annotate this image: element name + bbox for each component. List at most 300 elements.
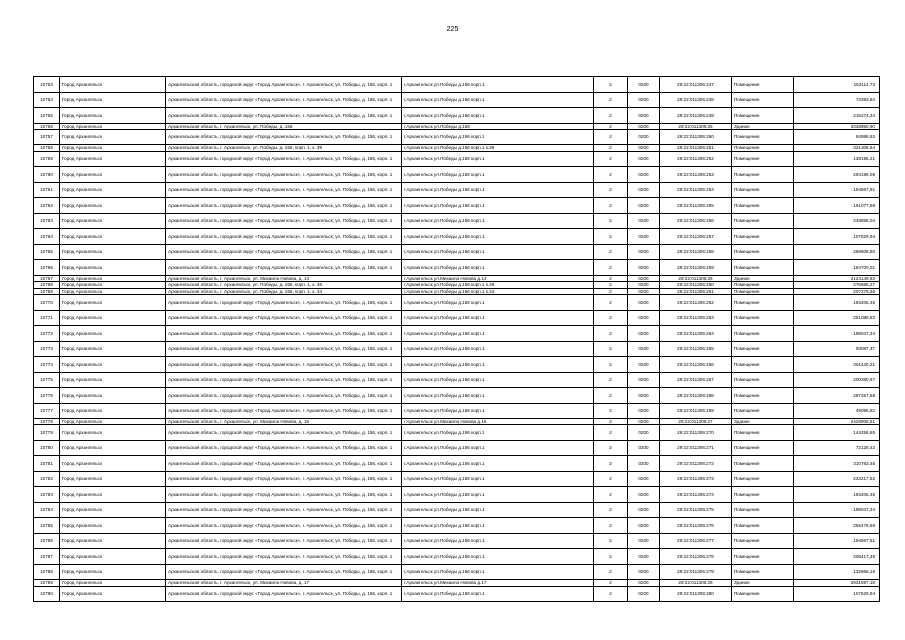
cadastral-value-cell: 93087,47 — [794, 341, 880, 357]
object-type-cell: Здание — [732, 275, 794, 281]
cadastral-number-cell: 29:22:011306:271 — [660, 440, 732, 456]
object-type-cell: Помещение — [732, 564, 794, 580]
category-cell: 2 — [594, 341, 628, 357]
cadastral-number-cell: 29:22:011306:27 — [660, 419, 732, 425]
city-cell: Город Архангельск — [60, 419, 166, 425]
object-type-cell: Помещение — [732, 471, 794, 487]
city-cell: Город Архангельск — [60, 92, 166, 108]
object-type-cell: Помещение — [732, 182, 794, 198]
row-number: 10790 — [34, 586, 60, 602]
address-cell: Архангельская область, городской округ «Город Архангельск», г. Архангельск, ул. Победы, д. 156, корп. 1 — [166, 456, 402, 472]
city-cell: Город Архангельск — [60, 456, 166, 472]
city-cell: Город Архангельск — [60, 288, 166, 294]
code-cell: 0200 — [628, 145, 660, 151]
cadastral-number-cell: 29:22:011306:278 — [660, 549, 732, 565]
short-address-cell: г.Архангельск ул.Победы д.156 корп.1 — [402, 260, 594, 276]
short-address-cell: г.Архангельск ул.Победы д.156 корп.1 — [402, 502, 594, 518]
table-row — [34, 403, 880, 419]
object-type-cell: Помещение — [732, 282, 794, 288]
address-cell: Архангельская область, городской округ «Город Архангельск», г. Архангельск, ул. Победы, д. 156, корп. 1 — [166, 586, 402, 602]
category-cell: 2 — [594, 403, 628, 419]
cadastral-number-cell: 29:22:011306:267 — [660, 372, 732, 388]
category-cell: 2 — [594, 295, 628, 311]
city-cell: Город Архангельск — [60, 151, 166, 167]
row-number: 10756 — [34, 123, 60, 129]
object-type-cell: Помещение — [732, 533, 794, 549]
cadastral-number-cell: 29:22:011306:279 — [660, 564, 732, 580]
registry-table — [33, 76, 880, 602]
address-cell: Архангельская область, городской округ «Город Архангельск», г. Архангельск, ул. Победы, д. 156, корп. 1 — [166, 129, 402, 145]
row-number: 10780 — [34, 440, 60, 456]
row-number: 10786 — [34, 533, 60, 549]
short-address-cell: г.Архангельск ул.Победы д.156 корп.1 — [402, 533, 594, 549]
cadastral-number-cell: 29:22:011306:248 — [660, 92, 732, 108]
row-number: 10754 — [34, 92, 60, 108]
code-cell: 0200 — [628, 440, 660, 456]
category-cell: 2 — [594, 182, 628, 198]
short-address-cell: г.Архангельск ул.Михаила Новова д.17 — [402, 580, 594, 586]
code-cell: 0200 — [628, 456, 660, 472]
address-cell: Архангельская область, г. Архангельск, ул. Победы, д. 156, корп. 1, к. 36 — [166, 282, 402, 288]
city-cell: Город Архангельск — [60, 518, 166, 534]
cadastral-value-cell: 73393,84 — [794, 92, 880, 108]
code-cell: 0200 — [628, 326, 660, 342]
cadastral-number-cell: 29:22:011306:25 — [660, 123, 732, 129]
row-number: 10784 — [34, 502, 60, 518]
address-cell: Архангельская область, городской округ «Город Архангельск», г. Архангельск, ул. Победы, д. 156, корп. 1 — [166, 440, 402, 456]
object-type-cell: Помещение — [732, 92, 794, 108]
cadastral-value-cell: 2426905,51 — [794, 419, 880, 425]
city-cell: Город Архангельск — [60, 341, 166, 357]
cadastral-value-cell: 301440,21 — [794, 357, 880, 373]
table-row — [34, 92, 880, 108]
code-cell: 0200 — [628, 275, 660, 281]
short-address-cell: г.Архангельск ул.Победы д.156 корп.1 — [402, 213, 594, 229]
cadastral-value-cell: 194567,91 — [794, 182, 880, 198]
object-type-cell: Помещение — [732, 77, 794, 93]
short-address-cell: г.Архангельск ул.Победы д.156 корп.1 — [402, 456, 594, 472]
category-cell: 2 — [594, 471, 628, 487]
short-address-cell: г.Архангельск ул.Победы д.156 корп.1 к.39 — [402, 145, 594, 151]
city-cell: Город Архангельск — [60, 502, 166, 518]
row-number: 10779 — [34, 425, 60, 441]
row-number: 10777 — [34, 403, 60, 419]
short-address-cell: г.Архангельск ул.Победы д.156 — [402, 123, 594, 129]
category-cell: 2 — [594, 425, 628, 441]
object-type-cell: Помещение — [732, 388, 794, 404]
cadastral-value-cell: 207276,36 — [794, 288, 880, 294]
table-row — [34, 213, 880, 229]
short-address-cell: г.Архангельск ул.Победы д.156 корп.1 — [402, 403, 594, 419]
code-cell: 0200 — [628, 341, 660, 357]
address-cell: Архангельская область, городской округ «Город Архангельск», г. Архангельск, ул. Победы, д. 156, корп. 1 — [166, 77, 402, 93]
cadastral-value-cell: 94995,63 — [794, 129, 880, 145]
city-cell: Город Архангельск — [60, 425, 166, 441]
cadastral-value-cell: 2931597,18 — [794, 580, 880, 586]
city-cell: Город Архангельск — [60, 77, 166, 93]
object-type-cell: Помещение — [732, 310, 794, 326]
category-cell: 2 — [594, 533, 628, 549]
short-address-cell: г.Архангельск ул.Победы д.156 корп.1 к.36 — [402, 282, 594, 288]
row-number: 10764 — [34, 229, 60, 245]
address-cell: Архангельская область, городской округ «Город Архангельск», г. Архангельск, ул. Победы, д. 156, корп. 1 — [166, 549, 402, 565]
cadastral-value-cell: 248858,04 — [794, 213, 880, 229]
cadastral-value-cell: 276685,27 — [794, 282, 880, 288]
city-cell: Город Архангельск — [60, 549, 166, 565]
cadastral-value-cell: 194567,51 — [794, 533, 880, 549]
address-cell: Архангельская область, городской округ «Город Архангельск», г. Архангельск, ул. Победы, д. 156, корп. 1 — [166, 533, 402, 549]
row-number: 10781 — [34, 456, 60, 472]
short-address-cell: г.Архангельск ул.Победы д.156 корп.1 — [402, 151, 594, 167]
object-type-cell: Помещение — [732, 341, 794, 357]
city-cell: Город Архангельск — [60, 260, 166, 276]
category-cell: 2 — [594, 275, 628, 281]
table-row — [34, 182, 880, 198]
object-type-cell: Помещение — [732, 502, 794, 518]
row-number: 10778 — [34, 419, 60, 425]
table-row — [34, 456, 880, 472]
cadastral-number-cell: 29:22:011306:257 — [660, 229, 732, 245]
category-cell: 2 — [594, 151, 628, 167]
object-type-cell: Помещение — [732, 108, 794, 124]
code-cell: 0200 — [628, 425, 660, 441]
category-cell: 2 — [594, 502, 628, 518]
row-number: 10759 — [34, 151, 60, 167]
code-cell: 0200 — [628, 388, 660, 404]
table-row — [34, 244, 880, 260]
cadastral-value-cell: 215274,34 — [794, 108, 880, 124]
cadastral-number-cell: 29:22:011306:251 — [660, 145, 732, 151]
cadastral-number-cell: 29:22:011306:252 — [660, 151, 732, 167]
cadastral-value-cell: 294198,08 — [794, 167, 880, 183]
cadastral-value-cell: 144256,85 — [794, 425, 880, 441]
short-address-cell: г.Архангельск ул.Победы д.156 корп.1 — [402, 244, 594, 260]
cadastral-value-cell: 3338850,90 — [794, 123, 880, 129]
city-cell: Город Архангельск — [60, 167, 166, 183]
cadastral-number-cell: 29:22:011306:256 — [660, 213, 732, 229]
code-cell: 0200 — [628, 167, 660, 183]
short-address-cell: г.Архангельск ул.Победы д.156 корп.1 — [402, 549, 594, 565]
code-cell: 0200 — [628, 282, 660, 288]
category-cell: 2 — [594, 123, 628, 129]
cadastral-value-cell: 72128,43 — [794, 440, 880, 456]
cadastral-number-cell: 29:22:011306:26 — [660, 275, 732, 281]
short-address-cell: г.Архангельск ул.Победы д.156 корп.1 — [402, 229, 594, 245]
city-cell: Город Архангельск — [60, 564, 166, 580]
table-row — [34, 425, 880, 441]
category-cell: 2 — [594, 108, 628, 124]
category-cell: 2 — [594, 198, 628, 214]
short-address-cell: г.Архангельск ул.Победы д.156 корп.1 — [402, 182, 594, 198]
city-cell: Город Архангельск — [60, 533, 166, 549]
cadastral-value-cell: 200380,67 — [794, 372, 880, 388]
row-number: 10761 — [34, 182, 60, 198]
cadastral-number-cell: 29:22:011306:276 — [660, 518, 732, 534]
code-cell: 0200 — [628, 403, 660, 419]
row-number: 10789 — [34, 580, 60, 586]
code-cell: 0200 — [628, 182, 660, 198]
address-cell: Архангельская область, городской округ «Город Архангельск», г. Архангельск, ул. Победы, д. 156, корп. 1 — [166, 564, 402, 580]
code-cell: 0200 — [628, 372, 660, 388]
short-address-cell: г.Архангельск ул.Победы д.156 корп.1 — [402, 425, 594, 441]
cadastral-number-cell: 29:22:011306:258 — [660, 244, 732, 260]
category-cell: 2 — [594, 487, 628, 503]
cadastral-number-cell: 29:22:011306:268 — [660, 388, 732, 404]
cadastral-number-cell: 29:22:011306:264 — [660, 326, 732, 342]
address-cell: Архангельская область, городской округ «Город Архангельск», г. Архангельск, ул. Победы, д. 156, корп. 1 — [166, 487, 402, 503]
code-cell: 0200 — [628, 77, 660, 93]
cadastral-number-cell: 29:22:011306:250 — [660, 129, 732, 145]
address-cell: Архангельская область, городской округ «Город Архангельск», г. Архангельск, ул. Победы, д. 156, корп. 1 — [166, 108, 402, 124]
code-cell: 0200 — [628, 244, 660, 260]
row-number: 10771 — [34, 310, 60, 326]
row-number: 10782 — [34, 471, 60, 487]
cadastral-value-cell: 2124149,83 — [794, 275, 880, 281]
object-type-cell: Помещение — [732, 288, 794, 294]
short-address-cell: г.Архангельск ул.Михаила Новова д.14 — [402, 275, 594, 281]
cadastral-value-cell: 297257,58 — [794, 388, 880, 404]
city-cell: Город Архангельск — [60, 586, 166, 602]
cadastral-number-cell: 29:22:011306:260 — [660, 282, 732, 288]
code-cell: 0200 — [628, 580, 660, 586]
page-number: 225 — [446, 26, 459, 33]
row-number: 10753 — [34, 77, 60, 93]
city-cell: Город Архангельск — [60, 229, 166, 245]
city-cell: Город Архангельск — [60, 326, 166, 342]
code-cell: 0200 — [628, 533, 660, 549]
table-row — [34, 260, 880, 276]
category-cell: 2 — [594, 282, 628, 288]
row-number: 10772 — [34, 326, 60, 342]
object-type-cell: Помещение — [732, 213, 794, 229]
table-row — [34, 310, 880, 326]
short-address-cell: г.Архангельск ул.Победы д.156 корп.1 — [402, 487, 594, 503]
cadastral-number-cell: 29:22:011306:273 — [660, 471, 732, 487]
address-cell: Архангельская область, г. Архангельск, ул. Победы, д. 156, корп. 1, к. 39 — [166, 145, 402, 151]
address-cell: Архангельская область, г. Архангельск, ул. Победы, д. 156, корп. 1, к. 34 — [166, 288, 402, 294]
table-row — [34, 549, 880, 565]
code-cell: 0200 — [628, 471, 660, 487]
code-cell: 0200 — [628, 310, 660, 326]
table-row — [34, 326, 880, 342]
short-address-cell: г.Архангельск ул.Победы д.156 корп.1 — [402, 586, 594, 602]
short-address-cell: г.Архангельск ул.Победы д.156 корп.1 — [402, 326, 594, 342]
cadastral-value-cell: 269606,50 — [794, 244, 880, 260]
category-cell: 2 — [594, 440, 628, 456]
address-cell: Архангельская область, г. Архангельск, ул. Михаила Новова, д. 17 — [166, 580, 402, 586]
table-row — [34, 487, 880, 503]
object-type-cell: Помещение — [732, 167, 794, 183]
short-address-cell: г.Архангельск ул.Победы д.156 корп.1 — [402, 357, 594, 373]
address-cell: Архангельская область, городской округ «Город Архангельск», г. Архангельск, ул. Победы, д. 156, корп. 1 — [166, 244, 402, 260]
cadastral-value-cell: 138195,21 — [794, 151, 880, 167]
cadastral-value-cell: 223217,52 — [794, 471, 880, 487]
cadastral-number-cell: 29:22:011306:247 — [660, 77, 732, 93]
address-cell: Архангельская область, городской округ «Город Архангельск», г. Архангельск, ул. Победы, д. 156, корп. 1 — [166, 388, 402, 404]
cadastral-number-cell: 29:22:011306:254 — [660, 182, 732, 198]
code-cell: 0200 — [628, 151, 660, 167]
code-cell: 0200 — [628, 92, 660, 108]
cadastral-number-cell: 29:22:011306:266 — [660, 357, 732, 373]
table-row — [34, 502, 880, 518]
cadastral-number-cell: 29:22:011306:262 — [660, 295, 732, 311]
table-row — [34, 586, 880, 602]
cadastral-value-cell: 255478,69 — [794, 518, 880, 534]
table-row — [34, 229, 880, 245]
city-cell: Город Архангельск — [60, 282, 166, 288]
cadastral-value-cell: 208417,48 — [794, 549, 880, 565]
address-cell: Архангельская область, городской округ «Город Архангельск», г. Архангельск, ул. Победы, д. 156, корп. 1 — [166, 341, 402, 357]
cadastral-number-cell: 29:22:011306:28 — [660, 580, 732, 586]
cadastral-number-cell: 29:22:011306:249 — [660, 108, 732, 124]
table-row — [34, 108, 880, 124]
object-type-cell: Помещение — [732, 151, 794, 167]
row-number: 10757 — [34, 129, 60, 145]
category-cell: 2 — [594, 77, 628, 93]
city-cell: Город Архангельск — [60, 403, 166, 419]
row-number: 10785 — [34, 518, 60, 534]
city-cell: Город Архангельск — [60, 198, 166, 214]
table-row — [34, 533, 880, 549]
object-type-cell: Помещение — [732, 425, 794, 441]
address-cell: Архангельская область, городской округ «Город Архангельск», г. Архангельск, ул. Победы, д. 156, корп. 1 — [166, 502, 402, 518]
category-cell: 2 — [594, 288, 628, 294]
table-row — [34, 167, 880, 183]
category-cell: 2 — [594, 586, 628, 602]
cadastral-number-cell: 29:22:011306:274 — [660, 487, 732, 503]
category-cell: 2 — [594, 213, 628, 229]
row-number: 10768 — [34, 282, 60, 288]
cadastral-number-cell: 29:22:011306:280 — [660, 586, 732, 602]
city-cell: Город Архангельск — [60, 295, 166, 311]
table-row — [34, 372, 880, 388]
object-type-cell: Помещение — [732, 295, 794, 311]
table-row — [34, 77, 880, 93]
cadastral-value-cell: 193405,46 — [794, 487, 880, 503]
row-number: 10773 — [34, 341, 60, 357]
table-row — [34, 518, 880, 534]
cadastral-value-cell: 251089,52 — [794, 310, 880, 326]
address-cell: Архангельская область, городской округ «Город Архангельск», г. Архангельск, ул. Победы, д. 156, корп. 1 — [166, 260, 402, 276]
short-address-cell: г.Архангельск ул.Победы д.156 корп.1 — [402, 518, 594, 534]
short-address-cell: г.Архангельск ул.Победы д.156 корп.1 — [402, 440, 594, 456]
object-type-cell: Помещение — [732, 403, 794, 419]
object-type-cell: Здание — [732, 419, 794, 425]
table-row — [34, 151, 880, 167]
object-type-cell: Помещение — [732, 326, 794, 342]
code-cell: 0200 — [628, 586, 660, 602]
short-address-cell: г.Архангельск ул.Победы д.156 корп.1 — [402, 564, 594, 580]
code-cell: 0200 — [628, 198, 660, 214]
code-cell: 0200 — [628, 260, 660, 276]
short-address-cell: г.Архангельск ул.Михаила Новова д.16 — [402, 419, 594, 425]
category-cell: 2 — [594, 260, 628, 276]
category-cell: 2 — [594, 244, 628, 260]
short-address-cell: г.Архангельск ул.Победы д.156 корп.1 — [402, 295, 594, 311]
address-cell: Архангельская область, городской округ «Город Архангельск», г. Архангельск, ул. Победы, д. 156, корп. 1 — [166, 326, 402, 342]
city-cell: Город Архангельск — [60, 275, 166, 281]
category-cell: 2 — [594, 580, 628, 586]
city-cell: Город Архангельск — [60, 129, 166, 145]
row-number: 10775 — [34, 372, 60, 388]
code-cell: 0200 — [628, 419, 660, 425]
city-cell: Город Архангельск — [60, 123, 166, 129]
table-row — [34, 129, 880, 145]
city-cell: Город Архангельск — [60, 487, 166, 503]
code-cell: 0200 — [628, 518, 660, 534]
row-number: 10787 — [34, 549, 60, 565]
category-cell: 2 — [594, 145, 628, 151]
short-address-cell: г.Архангельск ул.Победы д.156 корп.1 — [402, 108, 594, 124]
address-cell: Архангельская область, г. Архангельск, ул. Михаила Новова, д. 16 — [166, 419, 402, 425]
object-type-cell: Здание — [732, 123, 794, 129]
object-type-cell: Здание — [732, 580, 794, 586]
row-number: 10770 — [34, 295, 60, 311]
short-address-cell: г.Архангельск ул.Победы д.156 корп.1 к.34 — [402, 288, 594, 294]
short-address-cell: г.Архангельск ул.Победы д.156 корп.1 — [402, 129, 594, 145]
category-cell: 2 — [594, 564, 628, 580]
cadastral-value-cell: 184700,01 — [794, 260, 880, 276]
cadastral-number-cell: 29:22:011306:275 — [660, 502, 732, 518]
address-cell: Архангельская область, городской округ «Город Архангельск», г. Архангельск, ул. Победы, д. 156, корп. 1 — [166, 92, 402, 108]
address-cell: Архангельская область, городской округ «Город Архангельск», г. Архангельск, ул. Победы, д. 156, корп. 1 — [166, 151, 402, 167]
category-cell: 2 — [594, 229, 628, 245]
object-type-cell: Помещение — [732, 372, 794, 388]
table-body — [34, 77, 880, 602]
object-type-cell: Помещение — [732, 145, 794, 151]
category-cell: 2 — [594, 310, 628, 326]
cadastral-number-cell: 29:22:011306:259 — [660, 260, 732, 276]
code-cell: 0200 — [628, 487, 660, 503]
category-cell: 2 — [594, 326, 628, 342]
city-cell: Город Архангельск — [60, 310, 166, 326]
city-cell: Город Архангельск — [60, 440, 166, 456]
cadastral-number-cell: 29:22:011306:277 — [660, 533, 732, 549]
code-cell: 0200 — [628, 564, 660, 580]
cadastral-number-cell: 29:22:011306:263 — [660, 310, 732, 326]
address-cell: Архангельская область, городской округ «Город Архангельск», г. Архангельск, ул. Победы, д. 156, корп. 1 — [166, 167, 402, 183]
cadastral-number-cell: 29:22:011306:255 — [660, 198, 732, 214]
object-type-cell: Помещение — [732, 357, 794, 373]
table-row — [34, 357, 880, 373]
short-address-cell: г.Архангельск ул.Победы д.156 корп.1 — [402, 471, 594, 487]
short-address-cell: г.Архангельск ул.Победы д.156 корп.1 — [402, 167, 594, 183]
object-type-cell: Помещение — [732, 456, 794, 472]
code-cell: 0200 — [628, 549, 660, 565]
category-cell: 2 — [594, 518, 628, 534]
cadastral-value-cell: 191077,68 — [794, 198, 880, 214]
category-cell: 2 — [594, 92, 628, 108]
table-row — [34, 295, 880, 311]
object-type-cell: Помещение — [732, 487, 794, 503]
city-cell: Город Архангельск — [60, 182, 166, 198]
address-cell: Архангельская область, городской округ «Город Архангельск», г. Архангельск, ул. Победы, д. 156, корп. 1 — [166, 213, 402, 229]
table-row — [34, 564, 880, 580]
short-address-cell: г.Архангельск ул.Победы д.156 корп.1 — [402, 310, 594, 326]
city-cell: Город Архангельск — [60, 580, 166, 586]
short-address-cell: г.Архангельск ул.Победы д.156 корп.1 — [402, 92, 594, 108]
short-address-cell: г.Архангельск ул.Победы д.156 корп.1 — [402, 372, 594, 388]
code-cell: 0200 — [628, 502, 660, 518]
address-cell: Архангельская область, городской округ «Город Архангельск», г. Архангельск, ул. Победы, д. 156, корп. 1 — [166, 372, 402, 388]
address-cell: Архангельская область, городской округ «Город Архангельск», г. Архангельск, ул. Победы, д. 156, корп. 1 — [166, 198, 402, 214]
cadastral-number-cell: 29:22:011306:261 — [660, 288, 732, 294]
short-address-cell: г.Архангельск ул.Победы д.156 корп.1 — [402, 198, 594, 214]
city-cell: Город Архангельск — [60, 108, 166, 124]
object-type-cell: Помещение — [732, 518, 794, 534]
short-address-cell: г.Архангельск ул.Победы д.156 корп.1 — [402, 341, 594, 357]
cadastral-value-cell: 198047,34 — [794, 326, 880, 342]
